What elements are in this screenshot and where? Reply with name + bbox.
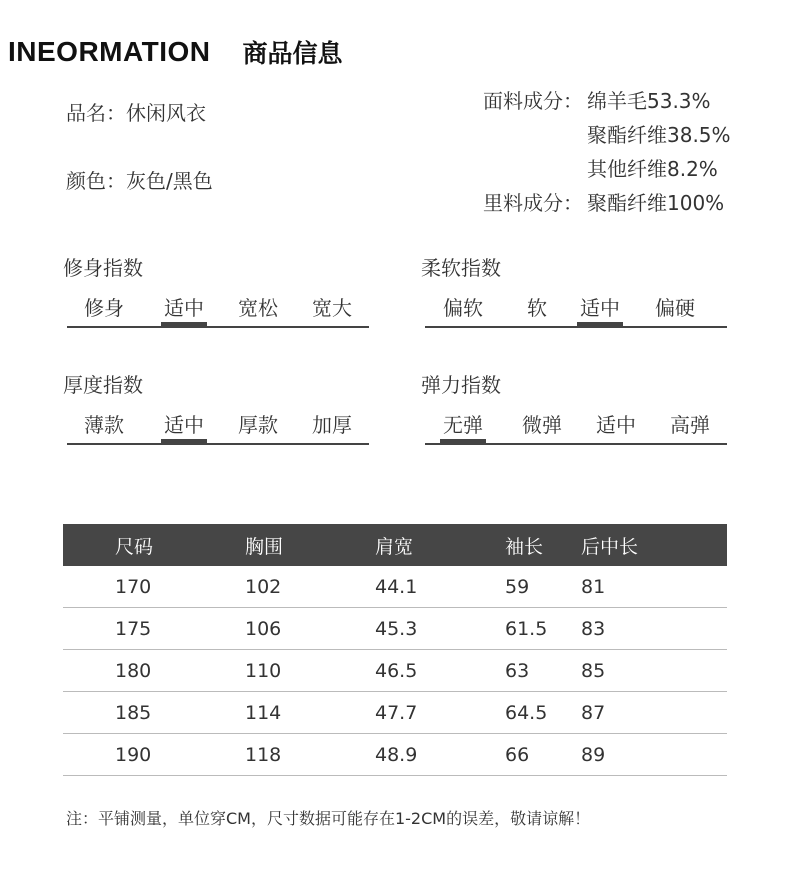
table-cell: 190 (63, 734, 193, 776)
table-cell: 110 (193, 650, 323, 692)
index-option: 微弹 (522, 413, 562, 437)
fabric-value: 绵羊毛53.3% (587, 89, 711, 113)
table-cell: 85 (561, 650, 727, 692)
table-row (63, 734, 727, 776)
table-row (63, 650, 727, 692)
product-name: 品名：休闲风衣 (66, 101, 206, 125)
table-cell: 66 (453, 734, 561, 776)
index-scale (421, 401, 727, 445)
column-header: 袖长 (453, 524, 561, 566)
size-chart-table (63, 524, 727, 776)
index-option: 适中 (596, 413, 636, 437)
index-title: 柔软指数 (421, 256, 501, 280)
table-cell: 61.5 (453, 608, 561, 650)
index-option: 偏硬 (655, 296, 695, 320)
elasticity-index (421, 371, 727, 445)
table-cell: 45.3 (323, 608, 453, 650)
index-option: 适中 (164, 413, 204, 437)
basic-info (66, 96, 213, 232)
table-cell: 81 (561, 566, 727, 608)
thickness-index (63, 371, 369, 445)
table-cell: 48.9 (323, 734, 453, 776)
index-title: 弹力指数 (421, 373, 501, 397)
index-option: 适中 (164, 296, 204, 320)
fabric-row-2 (483, 118, 731, 152)
fabric-value: 其他纤维8.2% (587, 157, 718, 181)
index-scale (421, 284, 727, 328)
table-row (63, 566, 727, 608)
header-english-title: INEORMATION (8, 36, 211, 67)
index-title: 厚度指数 (63, 373, 143, 397)
table-cell: 44.1 (323, 566, 453, 608)
table-cell: 170 (63, 566, 193, 608)
lining-row (483, 186, 731, 220)
table-cell: 114 (193, 692, 323, 734)
index-option: 宽松 (238, 296, 278, 320)
index-option: 软 (527, 296, 547, 320)
fabric-label: 面料成分： (483, 89, 583, 113)
index-scale-line (425, 326, 727, 328)
table-header-row (63, 524, 727, 566)
index-option: 无弹 (443, 413, 483, 437)
index-selected-marker (161, 439, 207, 445)
index-option: 偏软 (443, 296, 483, 320)
index-option: 适中 (580, 296, 620, 320)
table-row (63, 608, 727, 650)
fabric-row-3 (483, 152, 731, 186)
table-cell: 63 (453, 650, 561, 692)
fit-index (63, 254, 369, 328)
index-scale-line (67, 326, 369, 328)
column-header: 胸围 (193, 524, 323, 566)
table-cell: 118 (193, 734, 323, 776)
index-selected-marker (440, 439, 486, 445)
table-cell: 64.5 (453, 692, 561, 734)
index-option: 加厚 (312, 413, 352, 437)
table-cell: 87 (561, 692, 727, 734)
section-header (8, 32, 343, 72)
table-cell: 185 (63, 692, 193, 734)
table-cell: 89 (561, 734, 727, 776)
measurement-note: 注：平铺测量，单位穿CM，尺寸数据可能存在1-2CM的误差，敬请谅解！ (66, 809, 591, 828)
index-selected-marker (577, 322, 623, 328)
index-scale (63, 401, 369, 445)
softness-index (421, 254, 727, 328)
fabric-value: 聚酯纤维38.5% (587, 123, 731, 147)
column-header: 肩宽 (323, 524, 453, 566)
index-title: 修身指数 (63, 256, 143, 280)
index-option: 厚款 (238, 413, 278, 437)
table-cell: 59 (453, 566, 561, 608)
product-color: 颜色：灰色/黑色 (66, 169, 213, 193)
index-scale (63, 284, 369, 328)
table-cell: 47.7 (323, 692, 453, 734)
lining-value: 聚酯纤维100% (587, 191, 725, 215)
table-cell: 83 (561, 608, 727, 650)
column-header: 后中长 (561, 524, 727, 566)
index-option: 宽大 (312, 296, 352, 320)
table-cell: 46.5 (323, 650, 453, 692)
index-selected-marker (161, 322, 207, 328)
lining-label: 里料成分： (483, 191, 583, 215)
table-cell: 180 (63, 650, 193, 692)
index-scale-line (67, 443, 369, 445)
table-cell: 106 (193, 608, 323, 650)
index-option: 薄款 (84, 413, 124, 437)
table-cell: 102 (193, 566, 323, 608)
index-option: 高弹 (670, 413, 710, 437)
table-row (63, 692, 727, 734)
fabric-row-1 (483, 84, 731, 118)
index-option: 修身 (84, 296, 124, 320)
column-header: 尺码 (63, 524, 193, 566)
material-info (483, 84, 731, 220)
header-chinese-title: 商品信息 (242, 39, 343, 68)
table-cell: 175 (63, 608, 193, 650)
